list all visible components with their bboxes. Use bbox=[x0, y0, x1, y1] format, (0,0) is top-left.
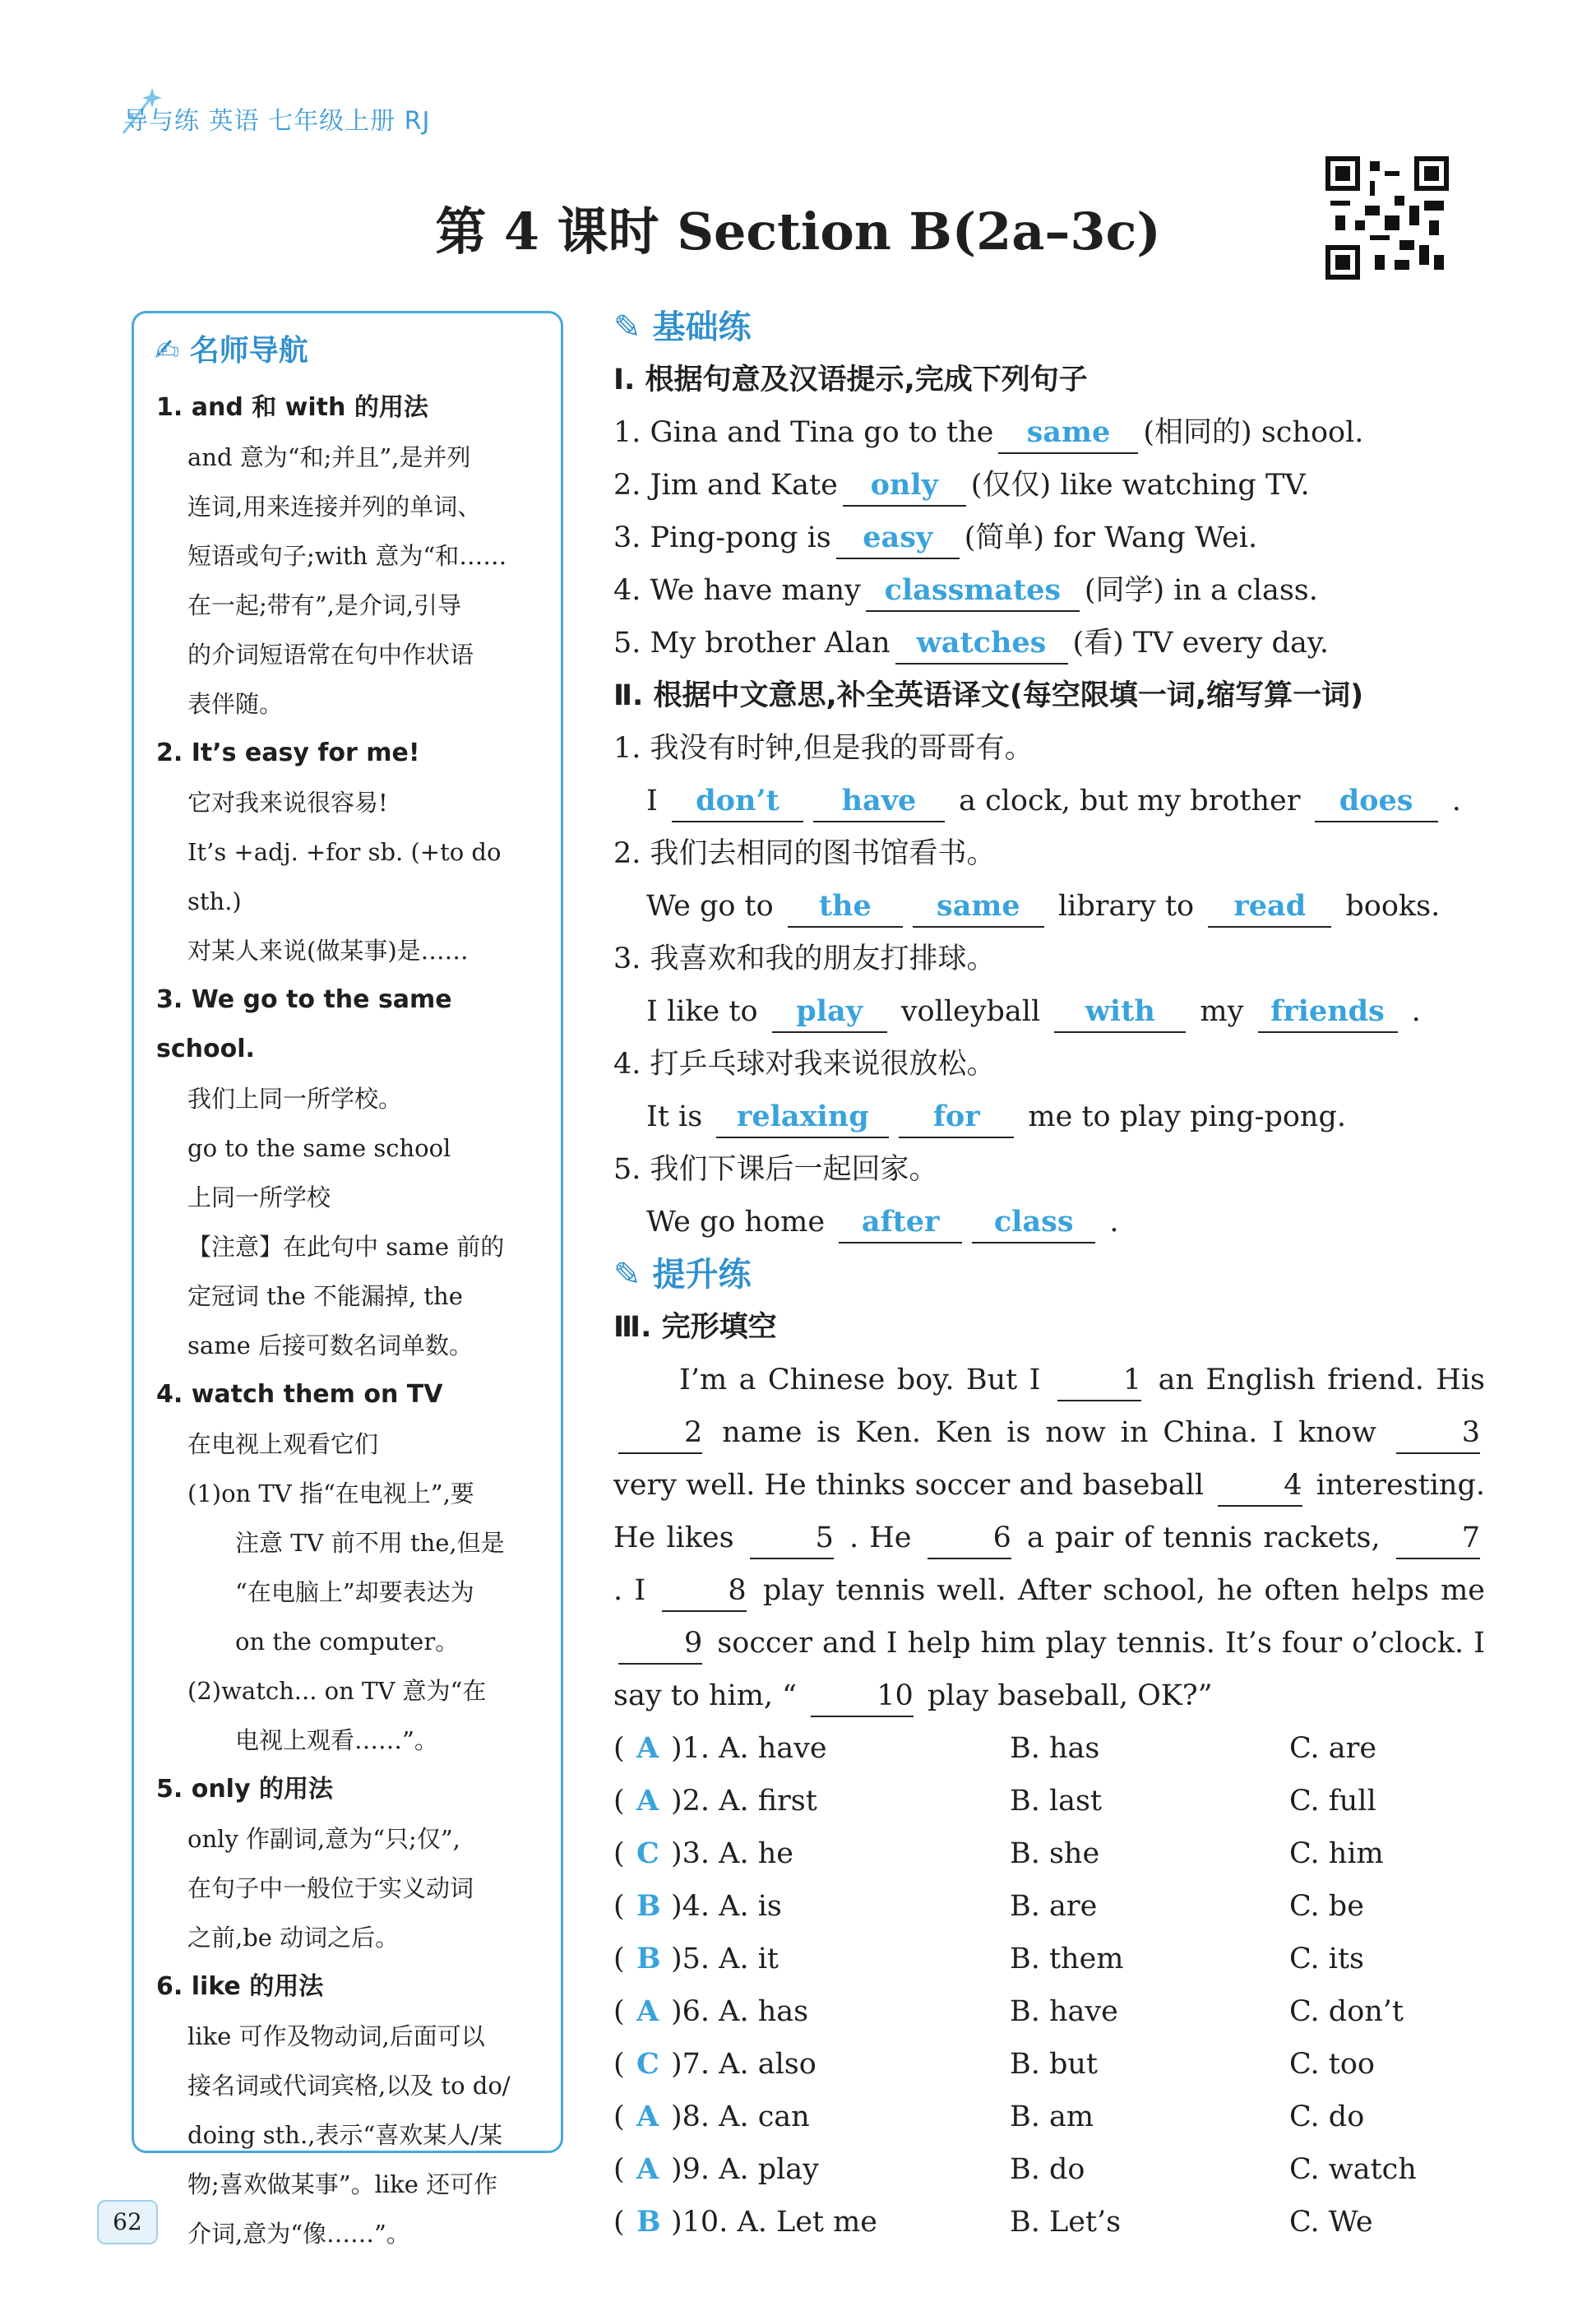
sentence-text: me to play ping-pong. bbox=[1019, 1100, 1346, 1133]
tips-heading: ✍ 名师导航 bbox=[155, 334, 308, 368]
answer-letter: A bbox=[636, 1784, 659, 1818]
option-b: B. she bbox=[1010, 1837, 1100, 1870]
answer-blank: relaxing bbox=[716, 1097, 889, 1138]
tip-line: 连词,用来连接并列的单词、 bbox=[187, 493, 482, 521]
option-c: C. are bbox=[1289, 1732, 1377, 1765]
answer-blank: same bbox=[913, 887, 1044, 928]
passage-text: . I bbox=[613, 1574, 658, 1607]
option-c: C. We bbox=[1289, 2206, 1373, 2239]
answer-letter: A bbox=[636, 1731, 659, 1765]
chinese-sentence: 5. 我们下课后一起回家。 bbox=[613, 1153, 938, 1186]
tip-line: 定冠词 the 不能漏掉, the bbox=[187, 1282, 463, 1310]
qr-code-icon bbox=[1325, 156, 1449, 280]
option-row bbox=[613, 2038, 1485, 2091]
tip-line: 在句子中一般位于实义动词 bbox=[187, 1874, 474, 1902]
cloze-blank: 6 bbox=[928, 1518, 1011, 1559]
question-row bbox=[613, 459, 1485, 512]
answer-bracket: ( bbox=[613, 2100, 625, 2133]
tip-line: 对某人来说(做某事)是…… bbox=[187, 937, 469, 965]
option-row bbox=[613, 1775, 1485, 1827]
tip-line: “在电脑上”却要表达为 bbox=[235, 1578, 474, 1606]
option-row bbox=[613, 1880, 1485, 1933]
answer-blank: classmates bbox=[866, 571, 1080, 612]
book-header: 导与练 英语 七年级上册 RJ bbox=[123, 107, 431, 136]
question-text: 5. My brother Alan bbox=[613, 627, 891, 660]
option-a: )3. A. he bbox=[671, 1837, 793, 1870]
tips-body bbox=[156, 383, 551, 2258]
answer-blank: same bbox=[998, 413, 1138, 454]
chinese-sentence: 1. 我没有时钟,但是我的哥哥有。 bbox=[613, 732, 1034, 765]
option-c: C. watch bbox=[1289, 2153, 1417, 2186]
cloze-blank: 4 bbox=[1218, 1466, 1302, 1507]
part-3-heading: Ⅲ. 完形填空 bbox=[613, 1311, 777, 1344]
chinese-sentence: 2. 我们去相同的图书馆看书。 bbox=[613, 837, 996, 870]
tip-heading: 6. like 的用法 bbox=[156, 1972, 324, 2001]
cloze-blank: 9 bbox=[618, 1623, 702, 1665]
tip-line: 物;喜欢做某事”。like 还可作 bbox=[187, 2170, 498, 2198]
question-row bbox=[613, 564, 1485, 617]
option-b: B. am bbox=[1010, 2100, 1094, 2133]
answer-blank: have bbox=[813, 781, 945, 822]
option-row bbox=[613, 2196, 1485, 2248]
answer-blank: only bbox=[843, 465, 966, 507]
tip-line: doing sth.,表示“喜欢某人/某 bbox=[187, 2121, 503, 2149]
passage-text: interesting. He likes bbox=[613, 1469, 1486, 1554]
tip-line: like 可作及物动词,后面可以 bbox=[187, 2022, 485, 2050]
tip-line: same 后接可数名词单数。 bbox=[187, 1331, 474, 1359]
question-text: 4. We have many bbox=[613, 574, 861, 607]
option-c: C. do bbox=[1289, 2100, 1365, 2133]
option-a: )5. A. it bbox=[671, 1943, 779, 1975]
answer-blank: does bbox=[1315, 781, 1438, 822]
answer-letter: B bbox=[636, 1942, 661, 1975]
answer-blank: read bbox=[1208, 887, 1331, 928]
option-c: C. its bbox=[1289, 1943, 1365, 1975]
pencil-icon: ✎ bbox=[613, 308, 641, 346]
cloze-options bbox=[613, 1722, 1485, 2248]
option-a: )4. A. is bbox=[671, 1890, 782, 1923]
tip-heading: 2. It’s easy for me! bbox=[156, 739, 420, 767]
option-b: B. do bbox=[1010, 2153, 1085, 2186]
sentence-text: It is bbox=[646, 1100, 712, 1133]
option-a: )10. A. Let me bbox=[671, 2206, 878, 2239]
option-row bbox=[613, 1722, 1485, 1775]
chinese-sentence: 4. 打乒乓球对我来说很放松。 bbox=[613, 1048, 996, 1081]
option-row bbox=[613, 1933, 1485, 1985]
answer-letter: B bbox=[636, 1889, 661, 1923]
option-b: B. Let’s bbox=[1010, 2206, 1122, 2239]
answer-blank: friends bbox=[1258, 992, 1398, 1033]
answer-blank: play bbox=[772, 992, 887, 1033]
option-a: )2. A. first bbox=[671, 1785, 817, 1818]
answer-bracket: ( bbox=[613, 1890, 625, 1923]
answer-bracket: ( bbox=[613, 2048, 625, 2081]
english-translation bbox=[613, 985, 1485, 1038]
tip-heading: 3. We go to the same school. bbox=[156, 985, 452, 1063]
option-c: C. don’t bbox=[1289, 1995, 1404, 2028]
answer-blank: easy bbox=[836, 518, 960, 559]
answer-blank: the bbox=[788, 887, 903, 928]
page-number: 62 bbox=[97, 2200, 158, 2244]
question-row bbox=[613, 406, 1485, 459]
tip-line: 的介词短语常在句中作状语 bbox=[187, 641, 474, 669]
question-row bbox=[613, 512, 1485, 564]
english-translation bbox=[613, 775, 1485, 827]
sentence-text: volleyball bbox=[891, 995, 1050, 1028]
answer-bracket: ( bbox=[613, 1943, 625, 1975]
answer-bracket: ( bbox=[613, 2153, 625, 2186]
option-row bbox=[613, 1985, 1485, 2038]
question-text: 3. Ping-pong is bbox=[613, 521, 831, 554]
passage-text: play tennis well. After school, he often helps me bbox=[751, 1574, 1485, 1607]
answer-blank: class bbox=[972, 1202, 1095, 1243]
part-1-heading: Ⅰ. 根据句意及汉语提示,完成下列句子 bbox=[613, 364, 1088, 396]
answer-blank: after bbox=[839, 1202, 962, 1243]
option-b: B. them bbox=[1010, 1943, 1124, 1975]
tip-line: 我们上同一所学校。 bbox=[187, 1085, 403, 1113]
answer-blank: don’t bbox=[672, 781, 803, 822]
option-a: )1. A. have bbox=[671, 1732, 827, 1765]
tip-line: and 意为“和;并且”,是并列 bbox=[187, 443, 471, 471]
english-translation bbox=[613, 880, 1485, 933]
tip-line: 在电视上观看它们 bbox=[187, 1430, 379, 1458]
option-c: C. be bbox=[1289, 1890, 1364, 1923]
sentence-text: I bbox=[646, 785, 667, 817]
option-b: B. last bbox=[1010, 1785, 1103, 1818]
passage-text: name is Ken. Ken is now in China. I know bbox=[707, 1416, 1391, 1449]
option-c: C. full bbox=[1289, 1785, 1376, 1818]
option-b: B. but bbox=[1010, 2048, 1098, 2081]
cloze-blank: 8 bbox=[662, 1571, 746, 1612]
answer-letter: C bbox=[636, 1836, 659, 1870]
cloze-blank: 2 bbox=[618, 1413, 702, 1454]
passage-text: play baseball, OK?” bbox=[918, 1679, 1213, 1712]
tip-line: 上同一所学校 bbox=[187, 1183, 331, 1211]
sentence-text: I like to bbox=[646, 995, 767, 1028]
sentence-text: books. bbox=[1336, 890, 1441, 923]
part-2-heading: Ⅱ. 根据中文意思,补全英语译文(每空限填一词,缩写算一词) bbox=[613, 679, 1364, 712]
cloze-blank: 7 bbox=[1396, 1518, 1480, 1559]
pencil-icon: ✎ bbox=[613, 1256, 641, 1294]
answer-bracket: ( bbox=[613, 1995, 625, 2028]
tip-heading: 1. and 和 with 的用法 bbox=[156, 393, 428, 422]
passage-text: . He bbox=[838, 1521, 923, 1554]
passage-text: soccer and I help him play tennis. It’s four o’clock. I say to him, “ bbox=[613, 1627, 1485, 1712]
passage-text: I’m a Chinese boy. But I bbox=[679, 1364, 1052, 1396]
sentence-text: my bbox=[1191, 995, 1253, 1028]
tip-line: 注意 TV 前不用 the,但是 bbox=[235, 1529, 505, 1557]
tip-heading: 4. watch them on TV bbox=[156, 1380, 443, 1409]
answer-letter: A bbox=[636, 2152, 659, 2186]
sentence-text: . bbox=[1100, 1206, 1119, 1239]
sentence-text: . bbox=[1442, 785, 1461, 817]
section-banner-improve: ✎ 提升练 bbox=[613, 1256, 752, 1294]
cloze-blank: 1 bbox=[1057, 1360, 1141, 1401]
answer-letter: A bbox=[636, 1994, 659, 2028]
tip-line: (2)watch... on TV 意为“在 bbox=[187, 1677, 487, 1705]
part-2-questions bbox=[613, 722, 1485, 1248]
answer-bracket: ( bbox=[613, 1785, 625, 1818]
page-title: 第 4 课时 Section B(2a–3c) bbox=[435, 201, 1161, 262]
answer-blank: for bbox=[899, 1097, 1014, 1138]
option-b: B. have bbox=[1010, 1995, 1118, 2028]
question-text: 1. Gina and Tina go to the bbox=[613, 416, 994, 449]
english-translation bbox=[613, 1091, 1485, 1143]
passage-text: a pair of tennis rackets, bbox=[1015, 1521, 1391, 1554]
option-b: B. are bbox=[1010, 1890, 1098, 1923]
tip-line: 接名词或代词宾格,以及 to do/ bbox=[187, 2072, 511, 2100]
tip-line: 短语或句子;with 意为“和…… bbox=[187, 542, 507, 570]
tip-line: 电视上观看……”。 bbox=[235, 1726, 438, 1754]
question-hint: (相同的) school. bbox=[1143, 416, 1364, 449]
option-row bbox=[613, 2143, 1485, 2196]
sentence-text: . bbox=[1402, 995, 1421, 1028]
passage-text: an English friend. His bbox=[1146, 1364, 1485, 1396]
question-row bbox=[613, 617, 1485, 669]
tip-line: 之前,be 动词之后。 bbox=[187, 1924, 400, 1952]
answer-blank: with bbox=[1054, 992, 1186, 1033]
question-text: 2. Jim and Kate bbox=[613, 469, 838, 502]
answer-letter: B bbox=[636, 2205, 661, 2239]
pen-icon: ✍ bbox=[155, 334, 180, 368]
question-hint: (看) TV every day. bbox=[1072, 627, 1330, 660]
answer-letter: C bbox=[636, 2047, 659, 2081]
tip-line: on the computer。 bbox=[235, 1628, 460, 1656]
part-1-questions bbox=[613, 406, 1485, 669]
tip-line: go to the same school bbox=[187, 1134, 451, 1162]
option-a: )7. A. also bbox=[671, 2048, 817, 2081]
tip-heading: 5. only 的用法 bbox=[156, 1775, 333, 1804]
option-a: )6. A. has bbox=[671, 1995, 809, 2028]
tip-line: It’s +adj. +for sb. (+to do sth.) bbox=[187, 838, 502, 915]
option-a: )8. A. can bbox=[671, 2100, 810, 2133]
sentence-text: We go home bbox=[646, 1206, 835, 1239]
option-a: )9. A. play bbox=[671, 2153, 819, 2186]
option-c: C. too bbox=[1289, 2048, 1375, 2081]
option-c: C. him bbox=[1289, 1837, 1384, 1870]
answer-bracket: ( bbox=[613, 2206, 625, 2239]
english-translation bbox=[613, 1196, 1485, 1248]
section-banner-basic: ✎ 基础练 bbox=[613, 308, 752, 346]
tip-line: only 作副词,意为“只;仅”, bbox=[187, 1825, 460, 1853]
question-hint: (简单) for Wang Wei. bbox=[964, 521, 1258, 554]
option-row bbox=[613, 1827, 1485, 1880]
question-hint: (仅仅) like watching TV. bbox=[970, 469, 1310, 502]
option-b: B. has bbox=[1010, 1732, 1100, 1765]
answer-bracket: ( bbox=[613, 1732, 625, 1765]
tip-line: 表伴随。 bbox=[187, 690, 284, 718]
chinese-sentence: 3. 我喜欢和我的朋友打排球。 bbox=[613, 942, 996, 975]
sentence-text: a clock, but my brother bbox=[949, 785, 1310, 817]
tip-line: 在一起;带有”,是介词,引导 bbox=[187, 591, 462, 619]
cloze-blank: 5 bbox=[750, 1518, 834, 1559]
answer-blank: watches bbox=[895, 623, 1068, 665]
tip-line: (1)on TV 指“在电视上”,要 bbox=[187, 1480, 474, 1507]
cloze-blank: 10 bbox=[811, 1676, 914, 1717]
tip-line: 【注意】在此句中 same 前的 bbox=[187, 1233, 505, 1261]
sentence-text: library to bbox=[1048, 890, 1204, 923]
tip-line: 它对我来说很容易! bbox=[187, 789, 388, 817]
answer-letter: A bbox=[636, 2100, 659, 2133]
sentence-text: We go to bbox=[646, 890, 783, 923]
tip-line: 介词,意为“像……”。 bbox=[187, 2220, 410, 2248]
question-hint: (同学) in a class. bbox=[1084, 574, 1318, 607]
exercise-column bbox=[613, 301, 1485, 2248]
cloze-blank: 3 bbox=[1396, 1413, 1480, 1454]
answer-bracket: ( bbox=[613, 1837, 625, 1870]
option-row bbox=[613, 2091, 1485, 2143]
cloze-passage bbox=[613, 1354, 1485, 1722]
passage-text: very well. He thinks soccer and baseball bbox=[613, 1469, 1214, 1502]
